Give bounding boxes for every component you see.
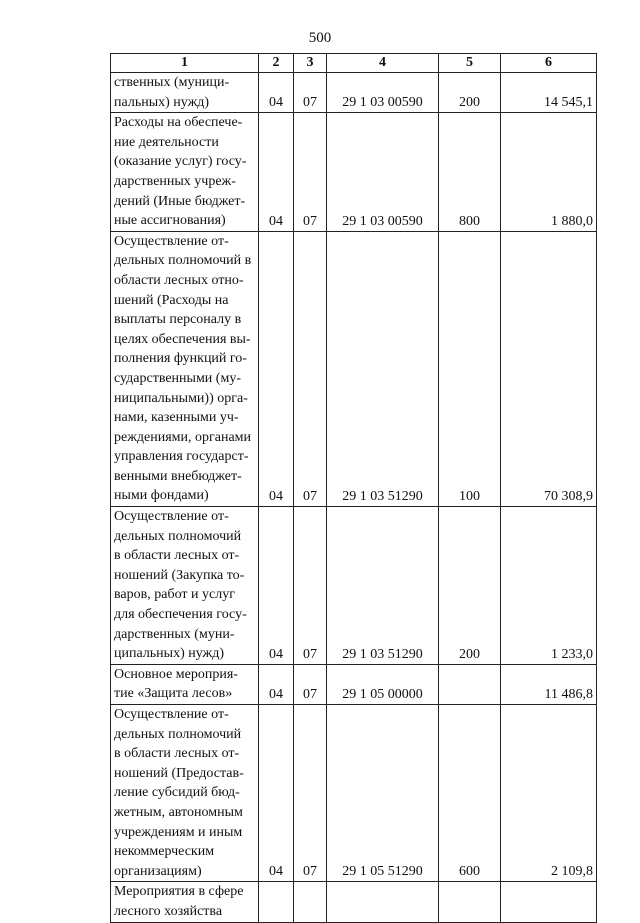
row-target-code [327,882,439,922]
row-description: Расходы на обеспече- ние деятельности (оказание услуг) госу- дарственных учреж- дений (Иные бюджет- ные ассигнования) [111,113,259,232]
row-description: Мероприятия в сфере лесного хозяйства [111,882,259,922]
budget-table [110,53,597,923]
row-section: 04 [259,664,294,704]
row-amount: 70 308,9 [501,231,597,506]
row-target-code: 29 1 03 51290 [327,231,439,506]
row-amount: 14 545,1 [501,73,597,113]
table-row [111,231,597,506]
row-description: ственных (муници- пальных) нужд) [111,73,259,113]
column-header: 2 [259,54,294,73]
row-target-code: 29 1 03 00590 [327,113,439,232]
table-row [111,882,597,922]
row-amount: 2 109,8 [501,705,597,882]
row-amount: 1 233,0 [501,507,597,665]
row-expense-type: 600 [439,705,501,882]
column-header: 1 [111,54,259,73]
table-row [111,507,597,665]
row-expense-type: 200 [439,73,501,113]
column-header: 4 [327,54,439,73]
column-header: 5 [439,54,501,73]
row-target-code: 29 1 03 00590 [327,73,439,113]
page-number: 500 [308,30,332,46]
row-description: Осуществление от- дельных полномочий в области лесных от- ношений (Закупка то- варов, работ и услуг для обеспечения госу- дарственных (муни- ципальных) нужд) [111,507,259,665]
row-target-code: 29 1 03 51290 [327,507,439,665]
row-subsection: 07 [294,664,327,704]
row-expense-type: 800 [439,113,501,232]
row-target-code: 29 1 05 51290 [327,705,439,882]
row-expense-type: 100 [439,231,501,506]
table-row [111,73,597,113]
row-subsection: 07 [294,705,327,882]
row-section: 04 [259,73,294,113]
row-section [259,882,294,922]
row-section: 04 [259,507,294,665]
table-row [111,664,597,704]
row-section: 04 [259,113,294,232]
row-target-code: 29 1 05 00000 [327,664,439,704]
row-expense-type [439,882,501,922]
row-subsection [294,882,327,922]
row-amount: 1 880,0 [501,113,597,232]
row-description: Осуществление от- дельных полномочий в области лесных отно- шений (Расходы на выплаты персоналу в целях обеспечения вы- полнения функций го- сударственными (му- ниципальными)) орга- нами, казенными уч- реждениями, органами управления государст- венными внебюджет- ными фондами) [111,231,259,506]
table-row [111,113,597,232]
row-subsection: 07 [294,73,327,113]
table-row [111,705,597,882]
row-section: 04 [259,231,294,506]
row-description: Основное мероприя- тие «Защита лесов» [111,664,259,704]
column-header: 3 [294,54,327,73]
row-amount: 11 486,8 [501,664,597,704]
row-subsection: 07 [294,507,327,665]
row-subsection: 07 [294,113,327,232]
table-header-row [111,54,597,73]
row-description: Осуществление от- дельных полномочий в области лесных от- ношений (Предостав- ление субсидий бюд- жетным, автономным учреждениям и иным некоммерческим организациям) [111,705,259,882]
row-subsection: 07 [294,231,327,506]
row-amount [501,882,597,922]
row-expense-type [439,664,501,704]
row-section: 04 [259,705,294,882]
row-expense-type: 200 [439,507,501,665]
column-header: 6 [501,54,597,73]
